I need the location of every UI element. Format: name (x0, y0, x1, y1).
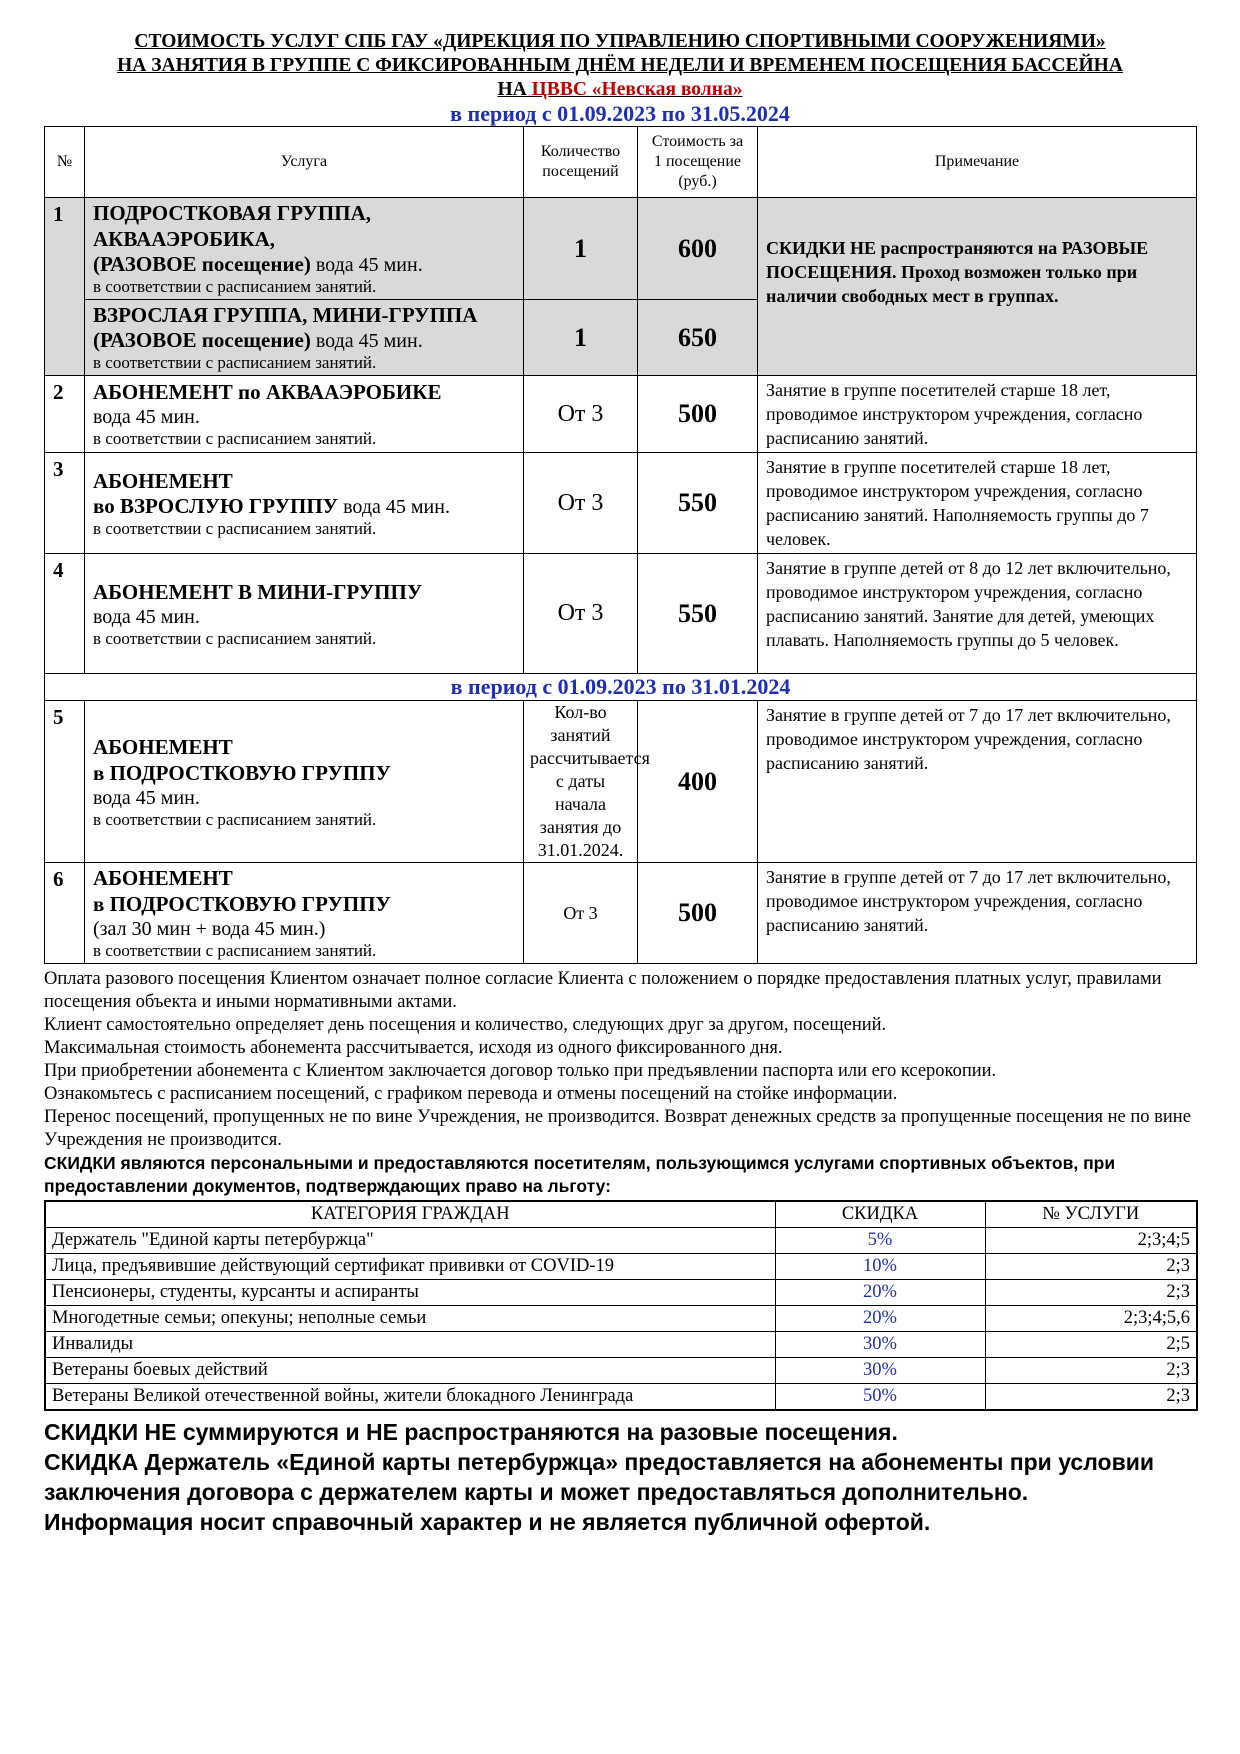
service-type: (РАЗОВОЕ посещение) (93, 328, 311, 352)
note-text: Занятие в группе детей от 8 до 12 лет включительно, проводимое инструктором учреждения, согласно расписанию занятий. Занятие для детей, умеющих плавать. Наполняемость группы до 5 человек. (758, 554, 1197, 674)
row-num: 3 (45, 453, 85, 554)
service-detail (93, 328, 515, 353)
price-cell: 550 (638, 453, 758, 554)
terms-block (44, 968, 1196, 1198)
term-paragraph: Оплата разового посещения Клиентом означает полное согласие Клиента с положением о порядке предоставления платных услуг, правилами посещения объекта и иными нормативными актами. (44, 969, 1162, 1012)
service-cell (85, 198, 524, 300)
service-cell (85, 701, 524, 863)
service-name: АБОНЕМЕНТ (93, 734, 233, 759)
qty-cell: 1 (524, 198, 638, 300)
service-detail (93, 252, 515, 277)
discount-row (45, 1306, 1197, 1332)
discount-row (45, 1332, 1197, 1358)
qty-cell: От 3 (524, 863, 638, 964)
service-numbers: 2;5 (985, 1332, 1197, 1358)
service-numbers: 2;3 (985, 1280, 1197, 1306)
note-text: Занятие в группе посетителей старше 18 лет, проводимое инструктором учреждения, согласно расписанию занятий. Наполняемость группы до 7 человек. (758, 453, 1197, 554)
row-num: 2 (45, 376, 85, 453)
service-type: в ПОДРОСТКОВУЮ ГРУППУ (93, 892, 391, 916)
category: Многодетные семьи; опекуны; неполные семьи (45, 1306, 775, 1332)
discount-intro: СКИДКИ являются персональными и предоставляются посетителям, пользующимся услугами спортивных объектов, при предоставлении документов, подтверждающих право на льготу: (44, 1153, 1116, 1196)
service-name: АБОНЕМЕНТ (93, 866, 233, 890)
discount-row (45, 1228, 1197, 1254)
qty-cell: От 3 (524, 376, 638, 453)
row-num: 5 (45, 701, 85, 863)
row-num: 4 (45, 554, 85, 674)
service-numbers: 2;3;4;5 (985, 1228, 1197, 1254)
price-cell: 400 (638, 701, 758, 863)
header-price: Стоимость за 1 посещение (руб.) (638, 127, 758, 198)
header-services: № УСЛУГИ (985, 1201, 1197, 1228)
service-detail (93, 494, 515, 519)
note-text: Занятие в группе посетителей старше 18 лет, проводимое инструктором учреждения, согласно расписанию занятий. (758, 376, 1197, 453)
period-heading-2: в период с 01.09.2023 по 31.01.2024 (45, 674, 1197, 701)
title-line-3 (44, 78, 1196, 102)
note-text: Занятие в группе детей от 7 до 17 лет включительно, проводимое инструктором учреждения, согласно расписанию занятий. (758, 863, 1197, 964)
service-cell (85, 300, 524, 376)
term-paragraph: Ознакомьтесь с расписанием посещений, с графиком перевода и отмены посещений на стойке информации. (44, 1084, 898, 1104)
period-row (45, 674, 1197, 701)
discount-row (45, 1358, 1197, 1384)
service-duration: вода 45 мин. (93, 605, 200, 628)
service-cell (85, 863, 524, 964)
service-type: в ПОДРОСТКОВУЮ ГРУППУ (93, 760, 391, 785)
table-row (45, 453, 1197, 554)
term-paragraph: Максимальная стоимость абонемента рассчитывается, исходя из одного фиксированного дня. (44, 1038, 783, 1058)
price-cell: 650 (638, 300, 758, 376)
category: Ветераны Великой отечественной войны, жители блокадного Ленинграда (45, 1384, 775, 1411)
service-schedule: в соответствии с расписанием занятий. (93, 809, 377, 829)
price-cell: 500 (638, 376, 758, 453)
discount-row (45, 1254, 1197, 1280)
term-paragraph: При приобретении абонемента с Клиентом заключается договор только при предъявлении паспорта или его ксерокопии. (44, 1061, 997, 1081)
title-prefix: НА (497, 79, 532, 100)
service-duration: вода 45 мин. (310, 254, 423, 276)
qty-cell: Кол-во занятий рассчитывается с даты начала занятия до 31.01.2024. (524, 701, 638, 863)
qty-cell: От 3 (524, 554, 638, 674)
header-discount: СКИДКА (775, 1201, 985, 1228)
service-duration: вода 45 мин. (338, 495, 450, 518)
footer-line: СКИДКИ НЕ суммируются и НЕ распространяются на разовые посещения. (44, 1419, 898, 1445)
service-numbers: 2;3 (985, 1384, 1197, 1411)
discount-table (44, 1200, 1198, 1411)
service-name: АБОНЕМЕНТ В МИНИ-ГРУППУ (93, 579, 423, 604)
discount-value: 30% (775, 1332, 985, 1358)
price-cell: 600 (638, 198, 758, 300)
discount-row (45, 1280, 1197, 1306)
discount-value: 30% (775, 1358, 985, 1384)
table-row (45, 376, 1197, 453)
note-cell (758, 198, 1197, 376)
price-document (44, 30, 1196, 1537)
service-numbers: 2;3 (985, 1358, 1197, 1384)
service-schedule: в соответствии с расписанием занятий. (93, 277, 377, 296)
table-row (45, 863, 1197, 964)
qty-cell: От 3 (524, 453, 638, 554)
service-duration: (зал 30 мин + вода 45 мин.) (93, 918, 326, 940)
service-numbers: 2;3 (985, 1254, 1197, 1280)
discount-value: 20% (775, 1306, 985, 1332)
services-table (44, 126, 1197, 964)
service-schedule: в соответствии с расписанием занятий. (93, 628, 377, 648)
service-duration: вода 45 мин. (93, 786, 200, 809)
discount-value: 50% (775, 1384, 985, 1411)
venue-name: ЦВВС «Невская волна» (531, 79, 743, 100)
services-header-row (45, 127, 1197, 198)
service-cell (85, 376, 524, 453)
note-text: СКИДКИ НЕ распространяются на РАЗОВЫЕ ПОСЕЩЕНИЯ. Проход возможен только при наличии свободных мест в группах. (766, 238, 1149, 306)
discount-value: 20% (775, 1280, 985, 1306)
service-name: ВЗРОСЛАЯ ГРУППА, МИНИ-ГРУППА (93, 303, 478, 327)
category: Ветераны боевых действий (45, 1358, 775, 1384)
header-qty: Количество посещений (524, 127, 638, 198)
service-schedule: в соответствии с расписанием занятий. (93, 941, 377, 960)
service-type: (РАЗОВОЕ посещение) (93, 252, 311, 276)
discount-row (45, 1384, 1197, 1411)
price-cell: 550 (638, 554, 758, 674)
service-schedule: в соответствии с расписанием занятий. (93, 429, 377, 448)
discount-value: 5% (775, 1228, 985, 1254)
service-schedule: в соответствии с расписанием занятий. (93, 353, 377, 372)
footer-notes (44, 1417, 1196, 1537)
table-row (45, 554, 1197, 674)
category: Пенсионеры, студенты, курсанты и аспиранты (45, 1280, 775, 1306)
category: Инвалиды (45, 1332, 775, 1358)
service-schedule: в соответствии с расписанием занятий. (93, 518, 377, 538)
header-service: Услуга (85, 127, 524, 198)
service-name: ПОДРОСТКОВАЯ ГРУППА, АКВААЭРОБИКА, (93, 201, 372, 251)
service-name: АБОНЕМЕНТ по АКВААЭРОБИКЕ (93, 380, 442, 404)
title-line-1: СТОИМОСТЬ УСЛУГ СПБ ГАУ «ДИРЕКЦИЯ ПО УПРАВЛЕНИЮ СПОРТИВНЫМИ СООРУЖЕНИЯМИ» (134, 31, 1106, 52)
category: Держатель "Единой карты петербуржца" (45, 1228, 775, 1254)
table-row (45, 198, 1197, 300)
note-text: Занятие в группе детей от 7 до 17 лет включительно, проводимое инструктором учреждения, согласно расписанию занятий. (758, 701, 1197, 863)
service-cell (85, 554, 524, 674)
qty-cell: 1 (524, 300, 638, 376)
discount-header-row (45, 1201, 1197, 1228)
service-cell (85, 453, 524, 554)
title-line-2: НА ЗАНЯТИЯ В ГРУППЕ С ФИКСИРОВАННЫМ ДНЁМ НЕДЕЛИ И ВРЕМЕНЕМ ПОСЕЩЕНИЯ БАССЕЙНА (117, 55, 1123, 76)
header-category: КАТЕГОРИЯ ГРАЖДАН (45, 1201, 775, 1228)
service-type: во ВЗРОСЛУЮ ГРУППУ (93, 493, 339, 518)
period-heading: в период с 01.09.2023 по 31.05.2024 (450, 101, 790, 126)
price-cell: 500 (638, 863, 758, 964)
header-note: Примечание (758, 127, 1197, 198)
footer-line: Информация носит справочный характер и не является публичной офертой. (44, 1509, 931, 1535)
discount-value: 10% (775, 1254, 985, 1280)
service-duration: вода 45 мин. (310, 330, 423, 352)
row-num: 1 (45, 198, 85, 376)
service-name: АБОНЕМЕНТ (93, 468, 233, 493)
row-num: 6 (45, 863, 85, 964)
term-paragraph: Перенос посещений, пропущенных не по вине Учреждения, не производится. Возврат денежных средств за пропущенные посещения не по вине Учреждения не производится. (44, 1107, 1191, 1150)
category: Лица, предъявившие действующий сертификат прививки от COVID-19 (45, 1254, 775, 1280)
header-num: № (45, 127, 85, 198)
footer-line: СКИДКА Держатель «Единой карты петербуржца» предоставляется на абонементы при условии заключения договора с держателем карты и может предоставляться дополнительно. (44, 1449, 1154, 1505)
service-duration: вода 45 мин. (93, 406, 200, 428)
service-numbers: 2;3;4;5,6 (985, 1306, 1197, 1332)
table-row (45, 701, 1197, 863)
term-paragraph: Клиент самостоятельно определяет день посещения и количество, следующих друг за другом, посещений. (44, 1015, 887, 1035)
